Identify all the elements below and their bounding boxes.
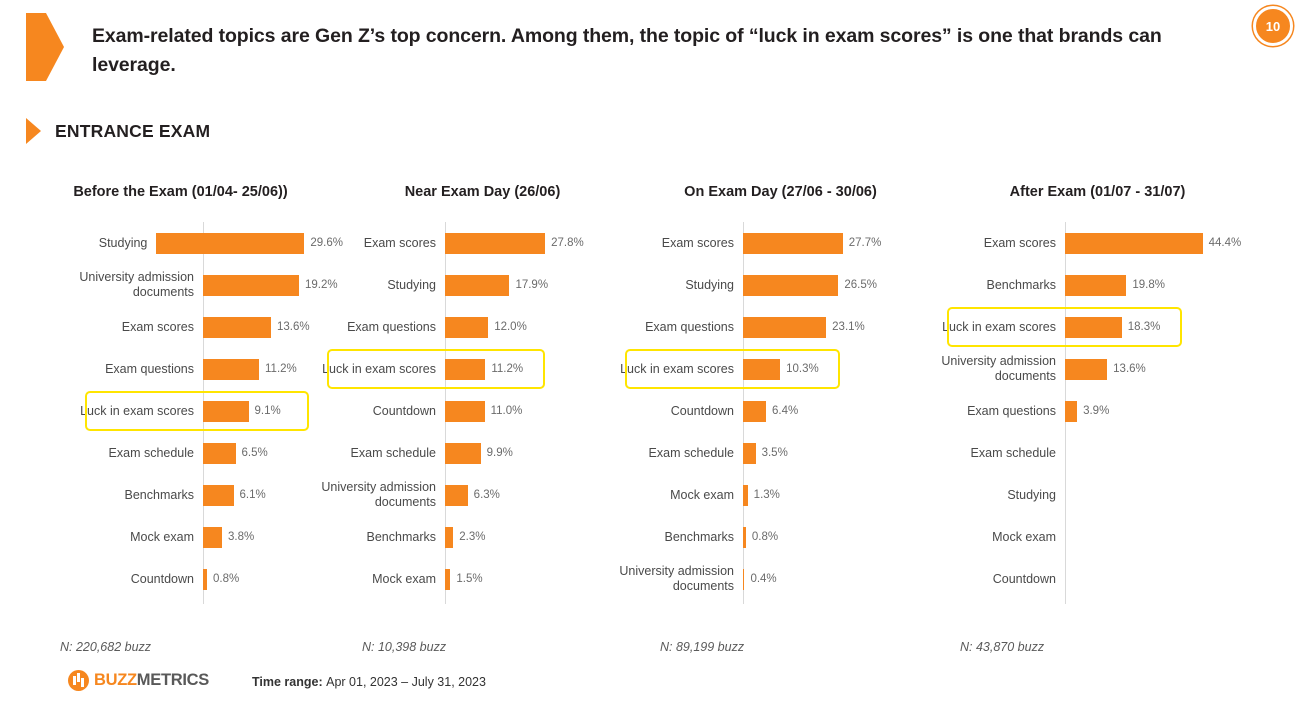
bar-row [618, 516, 943, 558]
bar-row [935, 516, 1260, 558]
bar-track [743, 390, 943, 432]
bar [743, 569, 744, 590]
bar [445, 527, 453, 548]
slide-footer [0, 660, 1315, 710]
bar-track [1065, 558, 1260, 600]
bar [203, 527, 222, 548]
bar [203, 443, 236, 464]
bar-row [618, 558, 943, 600]
bar [445, 317, 488, 338]
bar-category-label: Studying [685, 277, 734, 292]
bar [1065, 233, 1203, 254]
bar-category-label: Benchmarks [664, 529, 734, 544]
bar-value-label: 11.2% [265, 363, 297, 375]
bar-value-label: 26.5% [844, 279, 877, 291]
plot-area [935, 222, 1260, 622]
header-arrow-tip-icon [46, 13, 64, 81]
bar-category-label: Exam questions [347, 319, 436, 334]
sample-size-label: N: 10,398 buzz [362, 640, 447, 654]
chart-panel-3 [935, 170, 1260, 670]
bar-track [445, 432, 645, 474]
bar [743, 443, 756, 464]
bar-value-label: 0.8% [213, 573, 240, 585]
bar-row [320, 432, 645, 474]
bar-category-label: Exam schedule [648, 445, 734, 460]
bar-category-label: Mock exam [670, 487, 734, 502]
bar [1065, 275, 1126, 296]
bar-row [320, 306, 645, 348]
bar-value-label: 2.3% [459, 531, 486, 543]
bar-track [156, 222, 343, 264]
section-title: ENTRANCE EXAM [55, 120, 211, 141]
logo-primary-text: BUZZ [94, 671, 137, 689]
bar-row [618, 348, 943, 390]
bar-value-label: 12.0% [494, 321, 527, 333]
bar-category-label: University admission documents [941, 354, 1056, 383]
bar [445, 443, 481, 464]
bar-track [743, 432, 943, 474]
bar-track [743, 222, 943, 264]
bar-track [1065, 516, 1260, 558]
page-title: Exam-related topics are Gen Z’s top concern. Among them, the topic of “luck in exam scores” is one that brands can leverage. [92, 25, 1162, 76]
sample-size-label: N: 43,870 buzz [960, 640, 1045, 654]
chart-panel-0 [18, 170, 343, 670]
bar-row [320, 390, 645, 432]
bar-category-label: Luck in exam scores [942, 319, 1056, 334]
bar-row [18, 432, 343, 474]
bar [445, 359, 485, 380]
bar-track [1065, 222, 1260, 264]
bar-value-label: 6.1% [239, 489, 266, 501]
bar-row [18, 306, 343, 348]
bar [203, 275, 299, 296]
bar-category-label: Studying [98, 235, 148, 250]
bar-value-label: 11.0% [490, 405, 523, 417]
slide-header [0, 0, 1315, 95]
bar-value-label: 1.5% [456, 573, 483, 585]
bar [743, 317, 826, 338]
bar-value-label: 0.4% [750, 573, 777, 585]
bar-row [618, 390, 943, 432]
plot-area [618, 222, 943, 622]
bar-value-label: 29.6% [310, 237, 343, 249]
time-range [252, 675, 486, 689]
bar-category-label: Exam scores [661, 235, 734, 250]
bar-row [18, 474, 343, 516]
bar-category-label: Exam scores [363, 235, 436, 250]
bar-category-label: Studying [1007, 487, 1056, 502]
bar [743, 401, 766, 422]
bar-value-label: 11.2% [491, 363, 524, 375]
bar-category-label: Exam questions [645, 319, 734, 334]
bar-track [743, 348, 943, 390]
bar-category-label: Countdown [992, 571, 1056, 586]
bar-row [618, 222, 943, 264]
sample-size-label: N: 220,682 buzz [60, 640, 152, 654]
bar-category-label: Luck in exam scores [620, 361, 734, 376]
bar-row [618, 432, 943, 474]
bar-row [320, 474, 645, 516]
bar [203, 485, 234, 506]
sample-size-label: N: 89,199 buzz [660, 640, 745, 654]
bar-category-label: Exam scores [983, 235, 1056, 250]
bar [1065, 401, 1077, 422]
bar-category-label: Luck in exam scores [322, 361, 436, 376]
bar-value-label: 9.9% [486, 447, 513, 459]
bar-row [618, 306, 943, 348]
header-arrow-icon [26, 13, 46, 81]
bar [743, 527, 746, 548]
bar-row [320, 558, 645, 600]
bar-track [445, 306, 645, 348]
bar-category-label: Mock exam [130, 529, 194, 544]
bar-category-label: Benchmarks [366, 529, 436, 544]
bar-category-label: University admission documents [79, 270, 194, 299]
bar-value-label: 27.8% [551, 237, 584, 249]
bar-track [445, 222, 645, 264]
chart-title: On Exam Day (27/06 - 30/06) [684, 184, 877, 200]
bar-row [935, 306, 1260, 348]
bar-row [320, 516, 645, 558]
bar-track [445, 558, 645, 600]
bar-track [1065, 306, 1260, 348]
logo-secondary-text: METRICS [136, 671, 209, 689]
bar-track [1065, 432, 1260, 474]
bar [445, 275, 509, 296]
bar [203, 359, 259, 380]
bar-value-label: 19.2% [305, 279, 338, 291]
bar-track [445, 516, 645, 558]
bar [445, 401, 485, 422]
bar [445, 485, 468, 506]
bar-track [1065, 264, 1260, 306]
bar-row [18, 264, 343, 306]
chart-panel-1 [320, 170, 645, 670]
bar-track [1065, 348, 1260, 390]
bar-value-label: 19.8% [1132, 279, 1165, 291]
bar-row [935, 222, 1260, 264]
bar-category-label: Benchmarks [124, 487, 194, 502]
bar-value-label: 6.5% [241, 447, 268, 459]
bar-row [18, 516, 343, 558]
section-heading [26, 118, 210, 144]
bar-value-label: 6.4% [772, 405, 799, 417]
bar-track [445, 264, 645, 306]
bar [743, 275, 838, 296]
bar-track [445, 474, 645, 516]
bar-category-label: Luck in exam scores [80, 403, 194, 418]
bar [156, 233, 304, 254]
bar-value-label: 1.3% [753, 489, 780, 501]
bar-track [743, 264, 943, 306]
bar-category-label: Exam questions [105, 361, 194, 376]
bar-row [935, 348, 1260, 390]
time-range-label: Time range: [252, 675, 323, 689]
bar-value-label: 13.6% [1113, 363, 1146, 375]
bar-value-label: 13.6% [277, 321, 310, 333]
bar [1065, 359, 1107, 380]
bar-row [320, 348, 645, 390]
bar-track [445, 348, 645, 390]
chart-title: Before the Exam (01/04- 25/06)) [73, 184, 288, 200]
plot-area [18, 222, 343, 622]
bar-track [445, 390, 645, 432]
buzzmetrics-logo-icon [68, 670, 89, 691]
bar [203, 569, 207, 590]
bar-track [743, 474, 943, 516]
bar-track [1065, 390, 1260, 432]
chart-panel-2 [618, 170, 943, 670]
bar-value-label: 3.5% [761, 447, 788, 459]
bar [743, 359, 780, 380]
bar-value-label: 10.3% [786, 363, 819, 375]
bar-category-label: Countdown [130, 571, 194, 586]
bar-category-label: Benchmarks [986, 277, 1056, 292]
bar-row [18, 222, 343, 264]
page-number-badge: 10 [1253, 6, 1293, 46]
bar-category-label: Mock exam [372, 571, 436, 586]
bar-row [935, 264, 1260, 306]
time-range-value: Apr 01, 2023 – July 31, 2023 [326, 675, 486, 689]
buzzmetrics-logo [68, 670, 209, 691]
bar-row [18, 558, 343, 600]
bar-row [618, 474, 943, 516]
bar-track [1065, 474, 1260, 516]
bar [203, 317, 271, 338]
bar [1065, 317, 1122, 338]
bar-value-label: 44.4% [1208, 237, 1242, 249]
chart-title: Near Exam Day (26/06) [404, 184, 561, 200]
bar-row [935, 474, 1260, 516]
bar-value-label: 17.9% [515, 279, 549, 291]
bar-category-label: Exam schedule [970, 445, 1056, 460]
bar-category-label: Countdown [670, 403, 734, 418]
bar [445, 569, 450, 590]
bar-category-label: Exam schedule [108, 445, 194, 460]
bar-value-label: 0.8% [751, 531, 779, 543]
bar-category-label: Exam scores [121, 319, 194, 334]
chart-title: After Exam (01/07 - 31/07) [1009, 184, 1186, 200]
bar-category-label: Studying [387, 277, 436, 292]
bar-row [18, 348, 343, 390]
bar-category-label: Exam schedule [350, 445, 436, 460]
bar [445, 233, 545, 254]
bar-category-label: Countdown [372, 403, 436, 418]
bar-row [935, 558, 1260, 600]
bar-category-label: Mock exam [992, 529, 1056, 544]
bar-category-label: University admission documents [619, 564, 734, 593]
bar [203, 401, 249, 422]
bar-row [618, 264, 943, 306]
charts-container [0, 170, 1315, 670]
bar-value-label: 6.3% [473, 489, 500, 501]
triangle-right-icon [26, 118, 41, 144]
bar-value-label: 9.1% [254, 405, 281, 417]
bar-row [18, 390, 343, 432]
bar [743, 485, 748, 506]
bar-track [743, 516, 943, 558]
bar-row [935, 432, 1260, 474]
bar-category-label: University admission documents [321, 480, 436, 509]
bar-row [320, 222, 645, 264]
bar-value-label: 23.1% [832, 321, 865, 333]
bar-track [743, 558, 943, 600]
plot-area [320, 222, 645, 622]
bar [743, 233, 843, 254]
bar-value-label: 18.3% [1127, 321, 1161, 333]
bar-track [743, 306, 943, 348]
bar-row [320, 264, 645, 306]
bar-value-label: 3.9% [1083, 405, 1110, 417]
bar-category-label: Exam questions [967, 403, 1056, 418]
bar-value-label: 3.8% [228, 531, 255, 543]
bar-row [935, 390, 1260, 432]
bar-value-label: 27.7% [848, 237, 882, 249]
